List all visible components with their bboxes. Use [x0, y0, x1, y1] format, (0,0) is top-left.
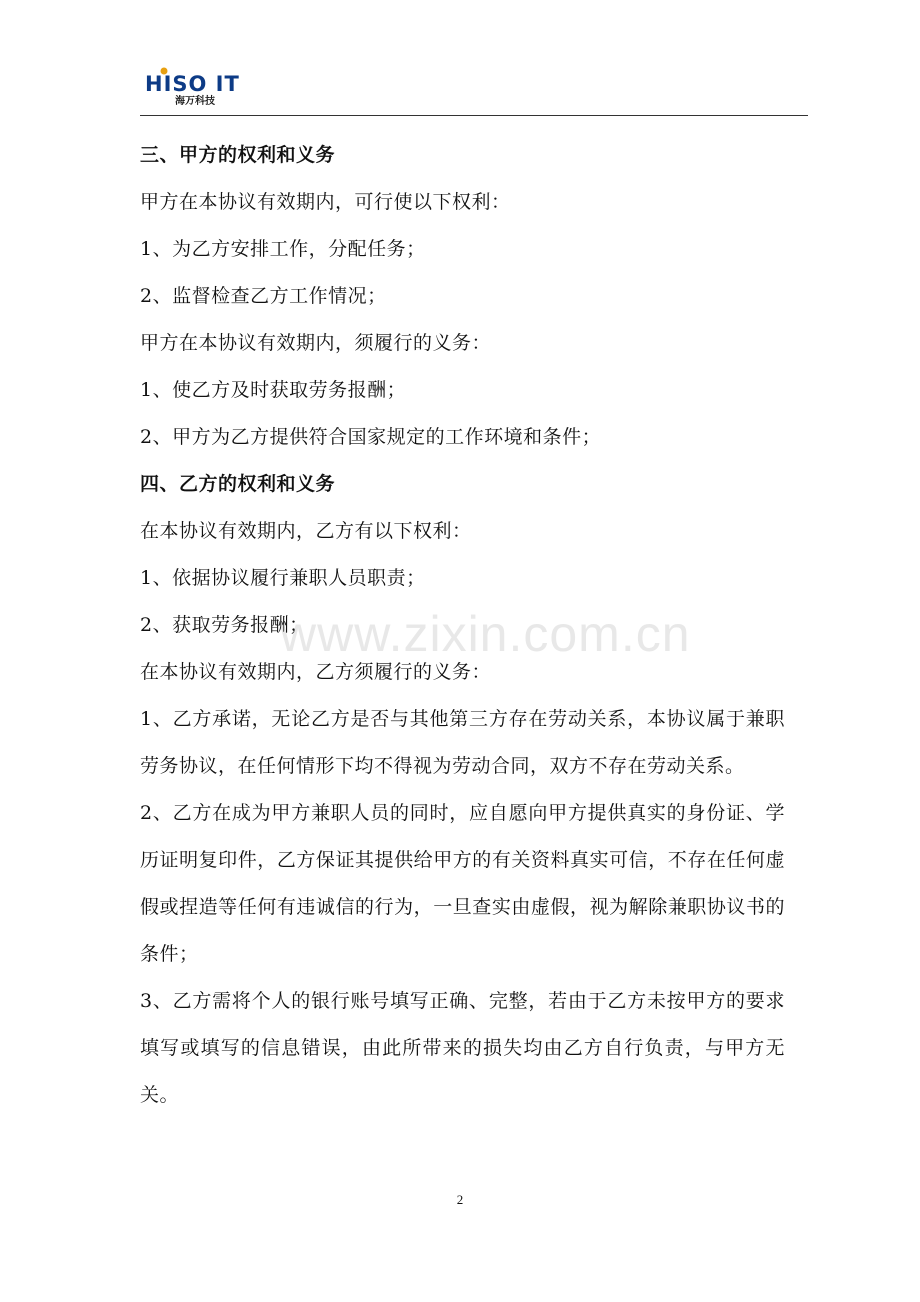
text-line: 甲方在本协议有效期内，可行使以下权利： [140, 191, 511, 213]
text-line: 2、甲方为乙方提供符合国家规定的工作环境和条件； [140, 426, 602, 448]
text-line: 在本协议有效期内，乙方须履行的义务： [140, 661, 492, 683]
paragraph: 2、乙方在成为甲方兼职人员的同时，应自愿向甲方提供真实的身份证、学历证明复印件，乙方保证其提供给甲方的有关资料真实可信，不存在任何虚假或捏造等任何有违诚信的行为，一旦查实由虚假，视为解除兼职协议书的条件； [140, 802, 785, 965]
document-body [140, 132, 785, 1119]
page-number: 2 [456, 1192, 464, 1207]
company-logo [145, 72, 255, 112]
header-divider [140, 115, 808, 116]
text-line: 2、获取劳务报酬； [140, 614, 309, 636]
text-line: 2、监督检查乙方工作情况； [140, 285, 387, 307]
section-heading: 四、乙方的权利和义务 [140, 473, 336, 495]
logo-subtext: 海万科技 [175, 96, 215, 107]
text-line: 1、依据协议履行兼职人员职责； [140, 567, 426, 589]
text-line: 1、为乙方安排工作，分配任务； [140, 238, 426, 260]
paragraph: 3、乙方需将个人的银行账号填写正确、完整，若由于乙方未按甲方的要求填写或填写的信息错误，由此所带来的损失均由乙方自行负责，与甲方无关。 [140, 990, 785, 1106]
text-line: 甲方在本协议有效期内，须履行的义务： [140, 332, 492, 354]
text-line: 1、使乙方及时获取劳务报酬； [140, 379, 407, 401]
paragraph: 1、乙方承诺，无论乙方是否与其他第三方存在劳动关系，本协议属于兼职劳务协议，在任何情形下均不得视为劳动合同，双方不存在劳动关系。 [140, 708, 785, 777]
section-heading: 三、甲方的权利和义务 [140, 144, 336, 166]
watermark: www.zixin.com.cn [280, 606, 691, 662]
logo-text: HISO IT [145, 72, 240, 96]
text-line: 在本协议有效期内，乙方有以下权利： [140, 520, 472, 542]
